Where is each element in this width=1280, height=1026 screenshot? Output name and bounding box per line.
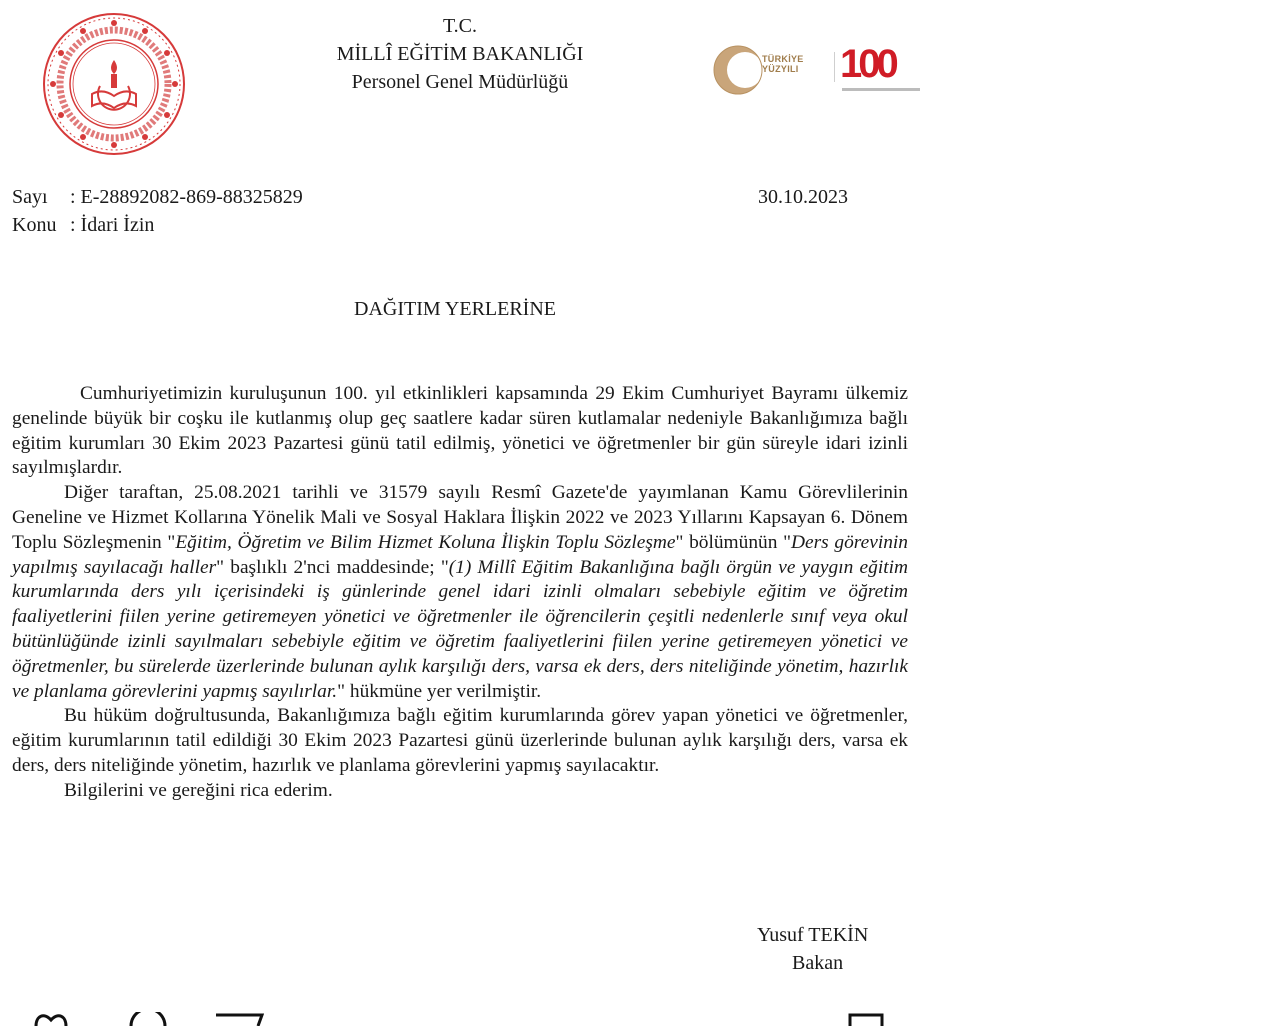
ministry-seal-icon [40, 10, 188, 158]
signatory-name: Yusuf TEKİN [757, 924, 869, 946]
logo-divider [834, 52, 835, 82]
logo-100: 100 [840, 42, 895, 86]
bottom-action-bar [0, 1004, 1280, 1024]
crescent-logo-icon [712, 44, 764, 96]
distribution-heading: DAĞITIM YERLERİNE [354, 298, 557, 320]
p2-text-e: " başlıklı 2'nci maddesinde; " [216, 556, 449, 578]
logo-text-line2: YÜZYILI [762, 64, 799, 74]
header-tc: T.C. [442, 15, 478, 37]
p2-italic-contract: Eğitim, Öğretim ve Bilim Hizmet Koluna İlişkin Toplu Sözleşme [175, 531, 676, 553]
header-ministry: MİLLÎ EĞİTİM BAKANLIĞI [336, 43, 584, 65]
header-directorate: Personel Genel Müdürlüğü [351, 71, 569, 93]
paragraph-4: Bilgilerini ve gereğini rica ederim. [64, 779, 333, 801]
document-date: 30.10.2023 [758, 186, 848, 208]
letter-body [12, 382, 908, 804]
signatory-title: Bakan [792, 952, 844, 974]
sayi-label: Sayı [12, 186, 48, 208]
paragraph-2 [12, 481, 908, 704]
logo-text [762, 54, 832, 74]
konu-value: : İdari İzin [70, 214, 155, 236]
paragraph-3: Bu hüküm doğrultusunda, Bakanlığımıza bağlı eğitim kurumlarında görev yapan yönetici ve öğretmenler, eğitim kurumlarının tatil edildiği 30 Ekim 2023 Pazartesi günü üzerlerinde bulunan aylık karşılığı ders, varsa ek ders, ders niteliğinde yönetim, hazırlık ve planlama görevlerini yapmış sayılacaktır. [12, 705, 908, 776]
konu-label: Konu [12, 214, 57, 236]
p2-text-a: Diğer taraftan, 25.08.2021 tarihli ve 31579 sayılı Resmî Gazete'de yayımlanan Kamu Görevlilerinin Geneline ve Hizmet Kollarına Yönelik Mali ve Sosyal Haklara İlişkin 2022 ve 2023 Yıllarını Kapsayan 6. Dönem Toplu Sözleşmenin " [12, 482, 908, 553]
subject-line [12, 212, 154, 238]
paragraph-1: Cumhuriyetimizin kuruluşunun 100. yıl etkinlikleri kapsamında 29 Ekim Cumhuriyet Bayramı ülkemiz genelinde büyük bir coşku ile kutlanmış olup geç saatlere kadar süren kutlamalar nedeniyle Bakanlığımıza bağlı eğitim kurumları 30 Ekim 2023 Pazartesi günü tatil edilmiş, yönetici ve öğretmenler bir gün süreyle idari izinli sayılmışlardır. [12, 383, 908, 479]
turkiye-yuzyili-logo [712, 40, 922, 96]
p2-text-c: " bölümünün " [675, 531, 792, 553]
letterhead [300, 12, 620, 96]
p2-italic-quote: (1) Millî Eğitim Bakanlığına bağlı örgün ve yaygın eğitim kurumlarında ders yılı içerisindeki iş günlerinde genel idari izinli olmaları sebebiyle eğitim ve öğretim faaliyetlerini fiilen yerine getiremeyen yönetici ve öğretmenler ile öğrencilerin çeşitli nedenlerle sınıf veya okul bütünlüğünde izinli sayılmaları sebebiyle eğitim ve öğretim faaliyetlerini fiilen yerine getiremeyen yönetici ve öğretmenler, bu sürelerde üzerlerinde bulunan aylık karşılığı ders, varsa ek ders, ders niteliğinde yönetim, hazırlık ve planlama görevlerini yapmış sayılırlar. [12, 556, 908, 702]
number-line [12, 184, 303, 210]
sayi-value: : E-28892082-869-88325829 [70, 186, 303, 208]
logo-100-subtitle [842, 88, 920, 91]
p2-text-g: " hükmüne yer verilmiştir. [337, 680, 542, 702]
logo-text-line1: TÜRKİYE [762, 54, 804, 64]
p2-italic-heading: Ders görevinin yapılmış sayılacağı haller [12, 531, 908, 578]
